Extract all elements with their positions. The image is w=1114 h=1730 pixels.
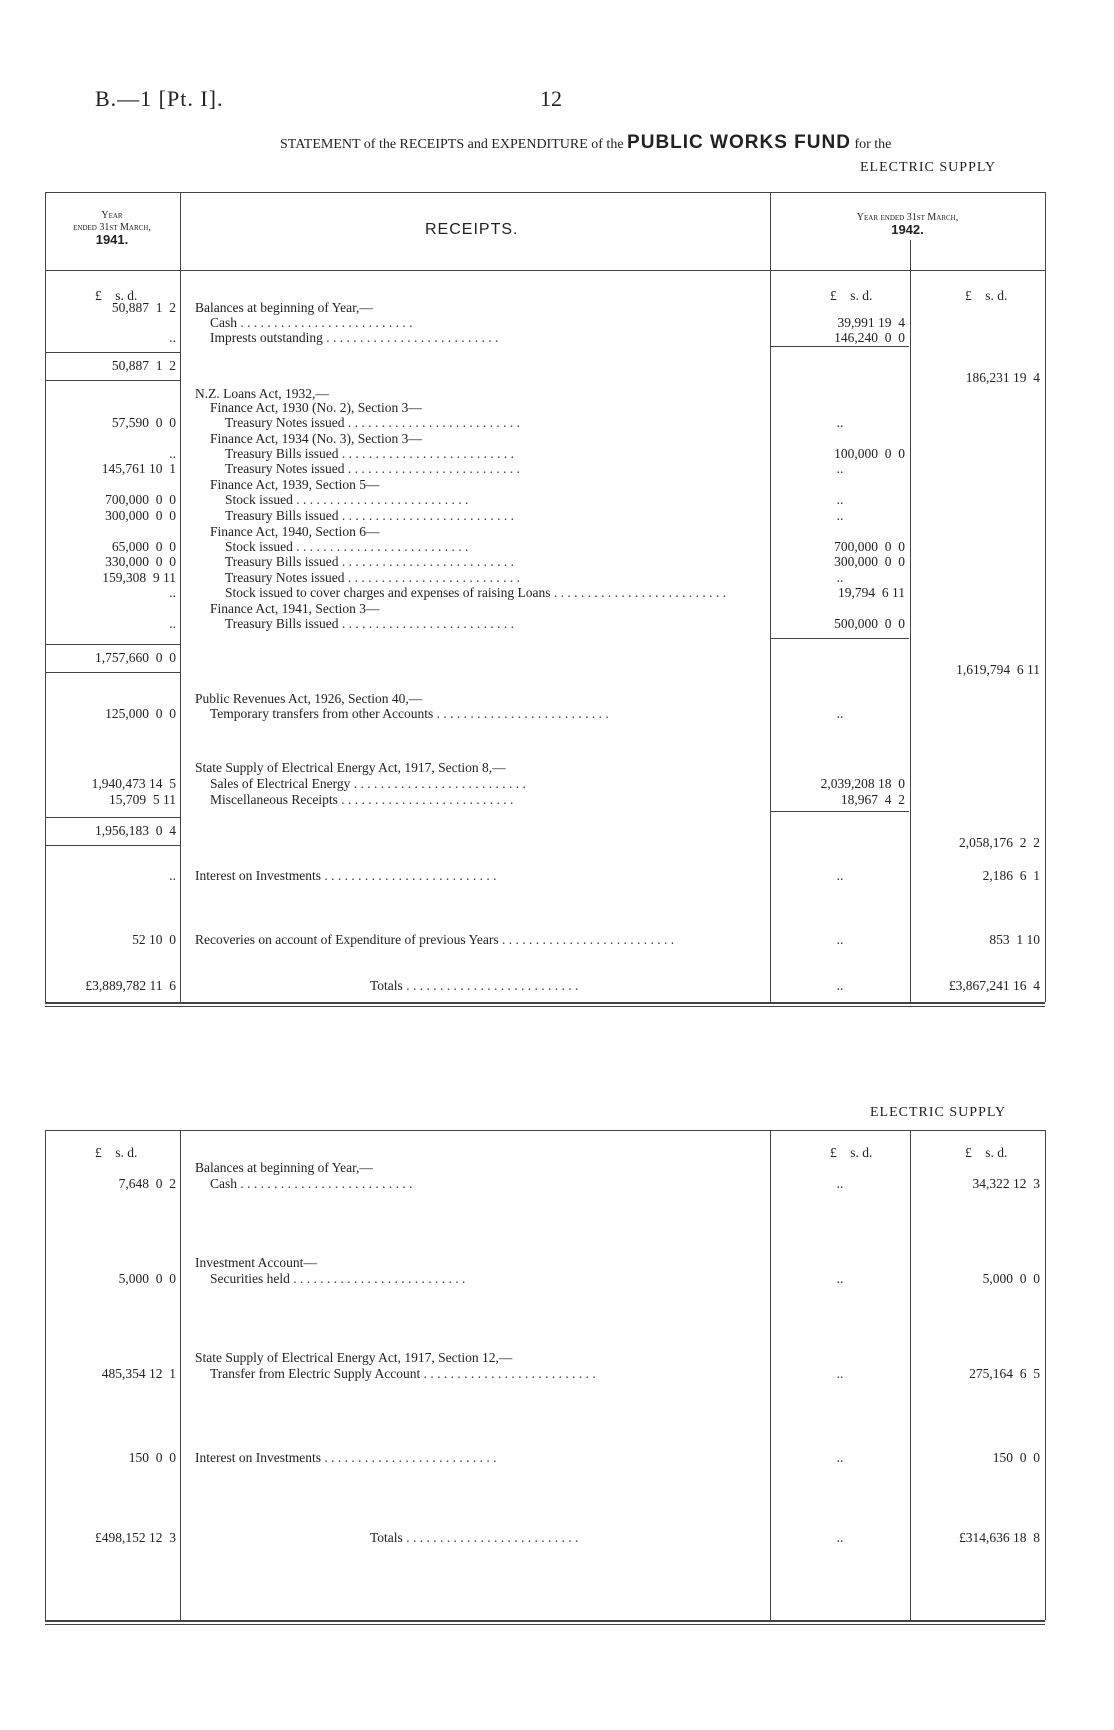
receipt-label-text: Balances at beginning of Year,— xyxy=(195,300,373,315)
statement-title xyxy=(280,132,891,154)
prev-year-amount: 159,308 9 11 xyxy=(102,570,176,585)
unit-pound: £ xyxy=(830,288,837,303)
prev-year-header-line2: ended 31st March, xyxy=(73,222,151,233)
receipt-label xyxy=(225,585,765,600)
leader-dots: . . . . . . . . . . . . . . . . . . . . . . . . . . xyxy=(289,1271,466,1286)
det-currency-units xyxy=(830,288,872,303)
receipt-label-text: Treasury Bills issued xyxy=(225,446,339,461)
rule-line xyxy=(46,845,180,846)
unit-pence: d. xyxy=(862,1145,873,1160)
receipt-label-text: Stock issued to cover charges and expenses of raising Loans xyxy=(225,585,551,600)
leader-dots: . . . . . . . . . . . . . . . . . . . . . . . . . . xyxy=(420,1366,596,1381)
leader-dots: . . . . . . . . . . . . . . . . . . . . . . . . . . xyxy=(237,315,413,330)
receipt-label xyxy=(225,554,765,569)
receipt-label xyxy=(225,539,765,554)
series-reference: B.—1 [Pt. I]. xyxy=(95,86,224,111)
receipt-label xyxy=(225,492,765,507)
curr-year-header xyxy=(780,212,1035,238)
receipt-label-text: Treasury Notes issued xyxy=(225,461,345,476)
prev-year-amount: 330,000 0 0 xyxy=(105,554,176,569)
receipt-label-text: Miscellaneous Receipts xyxy=(210,792,338,807)
receipt-label-text: Treasury Bills issued xyxy=(225,554,339,569)
prev-year-amount: £498,152 12 3 xyxy=(95,1530,176,1545)
statement-subtitle: ELECTRIC SUPPLY xyxy=(860,160,997,175)
account-sublabel-text: Transfer from Electric Supply Account xyxy=(210,1366,421,1381)
receipt-label xyxy=(210,431,765,446)
receipt-label xyxy=(210,330,765,345)
curr-year-header-line1: Year ended 31st March, xyxy=(856,212,959,223)
year-total-amount: 186,231 19 4 xyxy=(965,370,1040,385)
unit-pound: £ xyxy=(95,1145,102,1160)
detail-amount: .. xyxy=(836,492,844,507)
prev-year-amount: 300,000 0 0 xyxy=(105,508,176,523)
unit-pound: £ xyxy=(965,1145,972,1160)
prev-year-subtotal: 50,887 1 2 xyxy=(111,358,176,373)
receipt-label-text: Cash xyxy=(210,315,237,330)
rule-line xyxy=(46,817,180,818)
leader-dots: . . . . . . . . . . . . . . . . . . . . . . . . . . xyxy=(237,1176,413,1191)
receipt-label xyxy=(195,932,765,947)
leader-dots: . . . . . . . . . . . . . . . . . . . . . . . . . . xyxy=(344,415,520,430)
detail-amount: 500,000 0 0 xyxy=(834,616,905,631)
unit-pound: £ xyxy=(95,288,102,303)
rule-line xyxy=(46,672,180,673)
rule-line xyxy=(46,380,180,381)
receipt-label xyxy=(195,300,765,315)
detail-amount: .. xyxy=(836,1176,844,1191)
receipt-label xyxy=(225,616,765,631)
unit-pence: d. xyxy=(997,1145,1008,1160)
receipt-label-text: Finance Act, 1930 (No. 2), Section 3— xyxy=(210,400,422,415)
leader-dots: . . . . . . . . . . . . . . . . . . . . . . . . . . xyxy=(338,554,515,569)
account-label-text: Investment Account— xyxy=(195,1255,317,1270)
title-fund: PUBLIC WORKS FUND xyxy=(627,132,851,153)
prev-year-header-line1: Year xyxy=(101,210,123,221)
detail-amount: .. xyxy=(836,1450,844,1465)
prev-year-amount: 65,000 0 0 xyxy=(111,539,176,554)
totals-label xyxy=(370,978,765,993)
rule-line xyxy=(46,352,180,353)
receipt-label-text: Treasury Bills issued xyxy=(225,616,339,631)
totals-label-text: Totals xyxy=(370,978,403,993)
prev-year-amount: 50,887 1 2 xyxy=(111,300,176,315)
leader-dots: . . . . . . . . . . . . . . . . . . . . . . . . . . xyxy=(320,1450,497,1465)
unit-pound: £ xyxy=(965,288,972,303)
prev-year-amount: 5,000 0 0 xyxy=(118,1271,176,1286)
bottom-prev-units xyxy=(95,1145,137,1160)
receipt-label xyxy=(195,760,765,775)
detail-amount: 18,967 4 2 xyxy=(840,792,905,807)
prev-year-amount: .. xyxy=(169,585,176,600)
account-label-text: Interest on Investments xyxy=(195,1450,321,1465)
leader-dots: . . . . . . . . . . . . . . . . . . . . . . . . . . xyxy=(344,461,520,476)
detail-amount: .. xyxy=(836,868,844,883)
title-suffix: for the xyxy=(854,137,892,152)
leader-dots: . . . . . . . . . . . . . . . . . . . . . . . . . . xyxy=(292,539,469,554)
account-label xyxy=(195,1350,765,1365)
receipt-label xyxy=(210,477,765,492)
receipt-label-text: Finance Act, 1941, Section 3— xyxy=(210,601,380,616)
receipt-label xyxy=(210,524,765,539)
leader-dots: . . . . . . . . . . . . . . . . . . . . . . . . . . xyxy=(402,978,579,993)
year-total-amount: 853 1 10 xyxy=(989,932,1040,947)
bottom-total-units xyxy=(965,1145,1007,1160)
leader-dots: . . . . . . . . . . . . . . . . . . . . . . . . . . xyxy=(292,492,469,507)
unit-pound: £ xyxy=(830,1145,837,1160)
prev-year-amount: 485,354 12 1 xyxy=(101,1366,176,1381)
unit-shilling: s. xyxy=(985,1145,994,1160)
receipt-label-text: Finance Act, 1940, Section 6— xyxy=(210,524,380,539)
detail-amount: 700,000 0 0 xyxy=(834,539,905,554)
unit-shilling: s. xyxy=(850,288,859,303)
leader-dots: . . . . . . . . . . . . . . . . . . . . . . . . . . xyxy=(433,706,609,721)
account-label-text: Balances at beginning of Year,— xyxy=(195,1160,373,1175)
receipt-label xyxy=(210,315,765,330)
account-sublabel-text: Securities held xyxy=(210,1271,290,1286)
detail-amount: .. xyxy=(836,508,844,523)
receipt-label xyxy=(225,415,765,430)
year-total-amount: 2,186 6 1 xyxy=(982,868,1040,883)
prev-year-amount: 7,648 0 2 xyxy=(118,1176,176,1191)
receipt-label xyxy=(210,792,765,807)
prev-year-amount: 52 10 0 xyxy=(132,932,176,947)
account-label-text: State Supply of Electrical Energy Act, 1917, Section 12,— xyxy=(195,1350,513,1365)
receipt-label-text: Temporary transfers from other Accounts xyxy=(210,706,434,721)
detail-amount: .. xyxy=(836,1530,844,1545)
receipt-label xyxy=(210,601,765,616)
leader-dots: . . . . . . . . . . . . . . . . . . . . . . . . . . xyxy=(402,1530,579,1545)
receipt-label-text: Treasury Bills issued xyxy=(225,508,339,523)
unit-shilling: s. xyxy=(985,288,994,303)
detail-amount: .. xyxy=(836,706,844,721)
prev-year-amount: 125,000 0 0 xyxy=(105,706,176,721)
prev-year-amount: 15,709 5 11 xyxy=(109,792,176,807)
receipt-label xyxy=(195,691,765,706)
year-total-amount: 1,619,794 6 11 xyxy=(956,662,1040,677)
unit-shilling: s. xyxy=(115,288,124,303)
receipt-label xyxy=(225,446,765,461)
detail-amount: .. xyxy=(836,570,844,585)
receipt-label-text: Interest on Investments xyxy=(195,868,321,883)
receipt-label-text: Public Revenues Act, 1926, Section 40,— xyxy=(195,691,423,706)
year-total-amount: 2,058,176 2 2 xyxy=(959,835,1040,850)
receipt-label-text: Stock issued xyxy=(225,492,293,507)
total-currency-units xyxy=(965,288,1007,303)
receipt-label xyxy=(195,868,765,883)
prev-year-amount: .. xyxy=(169,616,176,631)
leader-dots: . . . . . . . . . . . . . . . . . . . . . . . . . . xyxy=(498,932,675,947)
unit-pence: d. xyxy=(997,288,1008,303)
receipts-header: RECEIPTS. xyxy=(425,221,519,238)
receipt-label xyxy=(210,706,765,721)
detail-amount: .. xyxy=(836,932,844,947)
grand-total-amount: £3,867,241 16 4 xyxy=(948,978,1040,993)
receipt-label-text: Finance Act, 1934 (No. 3), Section 3— xyxy=(210,431,422,446)
leader-dots: . . . . . . . . . . . . . . . . . . . . . . . . . . xyxy=(322,330,499,345)
title-prefix: STATEMENT of the RECEIPTS and EXPENDITURE of the xyxy=(280,137,624,152)
curr-year-header-year: 1942. xyxy=(891,222,924,237)
receipt-label xyxy=(210,400,765,415)
unit-pence: d. xyxy=(127,288,138,303)
prev-year-header xyxy=(48,210,176,248)
detail-amount: 146,240 0 0 xyxy=(834,330,905,345)
leader-dots: . . . . . . . . . . . . . . . . . . . . . . . . . . xyxy=(338,616,515,631)
receipt-label xyxy=(225,570,765,585)
bottom-det-units xyxy=(830,1145,872,1160)
leader-dots: . . . . . . . . . . . . . . . . . . . . . . . . . . xyxy=(338,508,515,523)
receipt-label-text: Stock issued xyxy=(225,539,293,554)
leader-dots: . . . . . . . . . . . . . . . . . . . . . . . . . . xyxy=(320,868,497,883)
account-label xyxy=(195,1255,765,1270)
prev-year-amount: 145,761 10 1 xyxy=(101,461,176,476)
grand-total-amount: £314,636 18 8 xyxy=(959,1530,1040,1545)
receipt-label-text: Treasury Notes issued xyxy=(225,570,345,585)
page-number: 12 xyxy=(540,86,562,111)
unit-shilling: s. xyxy=(115,1145,124,1160)
detail-amount: 300,000 0 0 xyxy=(834,554,905,569)
detail-amount: 19,794 6 11 xyxy=(838,585,905,600)
detail-amount: 2,039,208 18 0 xyxy=(820,776,905,791)
year-total-amount: 150 0 0 xyxy=(992,1450,1040,1465)
prev-year-amount: £3,889,782 11 6 xyxy=(85,978,176,993)
unit-pence: d. xyxy=(127,1145,138,1160)
detail-amount: 100,000 0 0 xyxy=(834,446,905,461)
bottom-subtitle: ELECTRIC SUPPLY xyxy=(870,1105,1007,1120)
rule-line xyxy=(771,811,909,812)
receipt-label-text: N.Z. Loans Act, 1932,— xyxy=(195,386,329,401)
totals-label-text: Totals xyxy=(370,1530,403,1545)
prev-year-subtotal: 1,757,660 0 0 xyxy=(95,650,176,665)
receipt-label xyxy=(225,508,765,523)
receipt-label-text: State Supply of Electrical Energy Act, 1917, Section 8,— xyxy=(195,760,506,775)
prev-year-amount: .. xyxy=(169,330,176,345)
year-total-amount: 34,322 12 3 xyxy=(972,1176,1040,1191)
detail-amount: 39,991 19 4 xyxy=(837,315,905,330)
detail-amount: .. xyxy=(836,978,844,993)
rule-line xyxy=(46,644,180,645)
prev-year-amount: 1,940,473 14 5 xyxy=(91,776,176,791)
prev-year-amount: 700,000 0 0 xyxy=(105,492,176,507)
leader-dots: . . . . . . . . . . . . . . . . . . . . . . . . . . xyxy=(344,570,520,585)
unit-pence: d. xyxy=(862,288,873,303)
year-total-amount: 5,000 0 0 xyxy=(982,1271,1040,1286)
unit-shilling: s. xyxy=(850,1145,859,1160)
detail-amount: .. xyxy=(836,1366,844,1381)
detail-amount: .. xyxy=(836,415,844,430)
leader-dots: . . . . . . . . . . . . . . . . . . . . . . . . . . xyxy=(550,585,727,600)
leader-dots: . . . . . . . . . . . . . . . . . . . . . . . . . . xyxy=(350,776,526,791)
receipt-label-text: Treasury Notes issued xyxy=(225,415,345,430)
prev-year-header-year: 1941. xyxy=(95,232,129,247)
rule-line xyxy=(771,346,909,347)
leader-dots: . . . . . . . . . . . . . . . . . . . . . . . . . . xyxy=(338,446,515,461)
account-sublabel xyxy=(210,1271,765,1286)
account-label xyxy=(195,1450,765,1465)
detail-amount: .. xyxy=(836,461,844,476)
year-total-amount: 275,164 6 5 xyxy=(969,1366,1040,1381)
leader-dots: . . . . . . . . . . . . . . . . . . . . . . . . . . xyxy=(337,792,514,807)
receipt-label xyxy=(225,461,765,476)
prev-year-amount: .. xyxy=(169,868,176,883)
account-sublabel xyxy=(210,1176,765,1191)
receipt-label-text: Imprests outstanding xyxy=(210,330,323,345)
receipt-label-text: Sales of Electrical Energy xyxy=(210,776,351,791)
account-sublabel xyxy=(210,1366,765,1381)
totals-label xyxy=(370,1530,765,1545)
receipt-label-text: Recoveries on account of Expenditure of previous Years xyxy=(195,932,499,947)
prev-year-amount: 57,590 0 0 xyxy=(111,415,176,430)
prev-year-subtotal: 1,956,183 0 4 xyxy=(95,823,176,838)
rule-line xyxy=(771,638,909,639)
receipt-label xyxy=(210,776,765,791)
prev-year-amount: .. xyxy=(169,446,176,461)
detail-amount: .. xyxy=(836,1271,844,1286)
account-sublabel-text: Cash xyxy=(210,1176,237,1191)
receipt-label-text: Finance Act, 1939, Section 5— xyxy=(210,477,380,492)
receipt-label xyxy=(195,386,765,401)
prev-year-amount: 150 0 0 xyxy=(128,1450,176,1465)
account-label xyxy=(195,1160,765,1175)
